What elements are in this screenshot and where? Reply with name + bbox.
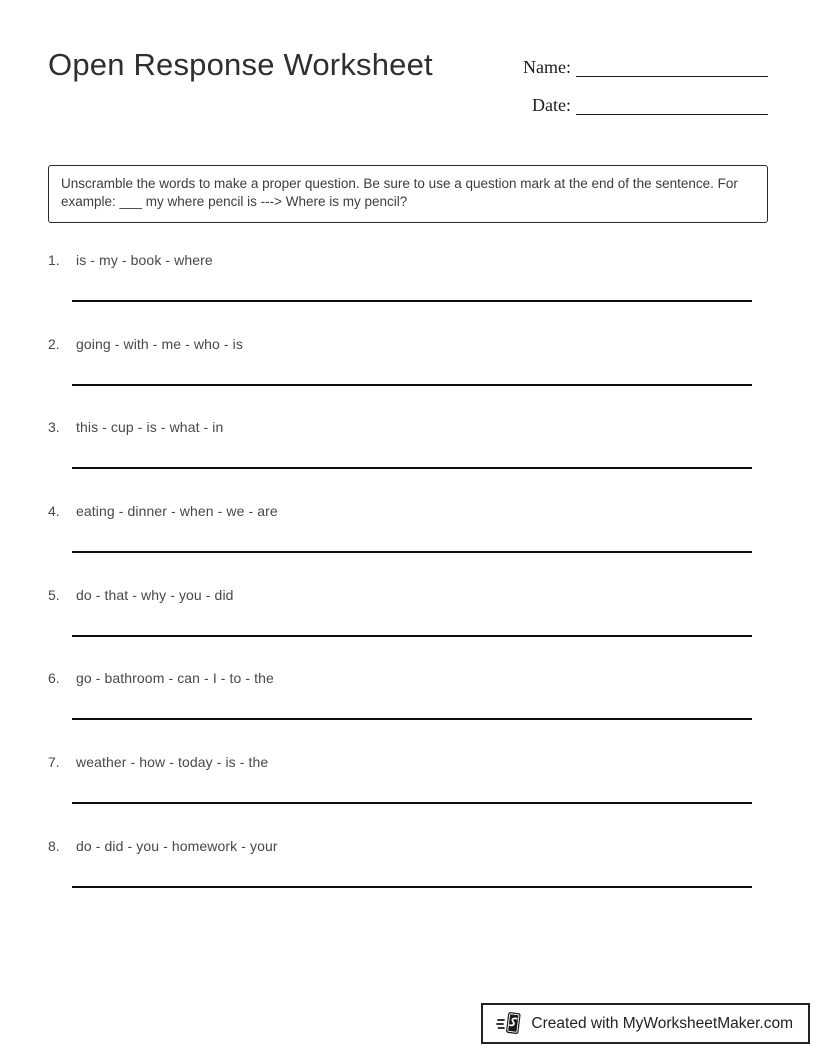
answer-line[interactable] <box>72 551 752 553</box>
item-number: 6. <box>48 670 60 687</box>
worksheet-item-8 <box>48 838 768 922</box>
item-number: 7. <box>48 754 60 771</box>
item-prompt: weather - how - today - is - the <box>76 754 269 771</box>
item-number: 3. <box>48 419 60 436</box>
item-prompt: eating - dinner - when - we - are <box>76 503 278 520</box>
worksheet-item-5 <box>48 587 768 671</box>
answer-line[interactable] <box>72 802 752 804</box>
name-label: Name: <box>523 57 571 77</box>
credit-text[interactable]: Created with MyWorksheetMaker.com <box>531 1014 793 1032</box>
worksheet-item-1 <box>48 252 768 336</box>
item-prompt: go - bathroom - can - I - to - the <box>76 670 274 687</box>
item-number: 1. <box>48 252 60 268</box>
worksheet-item-7 <box>48 754 768 838</box>
date-label: Date: <box>532 95 571 115</box>
date-field-row <box>516 87 768 115</box>
item-prompt: do - did - you - homework - your <box>76 837 278 854</box>
instructions-box <box>48 165 768 223</box>
answer-line[interactable] <box>72 635 752 637</box>
answer-line[interactable] <box>72 718 752 720</box>
answer-line[interactable] <box>72 467 752 469</box>
item-number: 5. <box>48 586 60 603</box>
worksheet-item-2 <box>48 336 768 420</box>
item-prompt: do - that - why - you - did <box>76 586 234 603</box>
item-prompt: going - with - me - who - is <box>76 335 243 352</box>
instructions-text: Unscramble the words to make a proper question. Be sure to use a question mark at the end of the sentence. For example: ___ my where pencil is ---> Where is my pencil? <box>61 176 738 210</box>
worksheet-item-6 <box>48 670 768 754</box>
item-prompt: this - cup - is - what - in <box>76 419 224 436</box>
worksheet-maker-logo-icon <box>496 1010 523 1037</box>
item-number: 2. <box>48 335 60 352</box>
credit-box <box>481 1003 810 1044</box>
name-input-line[interactable] <box>576 76 768 77</box>
item-prompt: is - my - book - where <box>76 252 213 268</box>
item-number: 8. <box>48 837 60 854</box>
worksheet-item-4 <box>48 503 768 587</box>
answer-line[interactable] <box>72 886 752 888</box>
page-title: Open Response Worksheet <box>48 47 433 82</box>
worksheet-item-3 <box>48 419 768 503</box>
question-list <box>48 252 768 922</box>
answer-line[interactable] <box>72 300 752 302</box>
date-input-line[interactable] <box>576 114 768 115</box>
header-fields <box>516 49 768 125</box>
answer-line[interactable] <box>72 384 752 386</box>
item-number: 4. <box>48 503 60 520</box>
name-field-row <box>516 49 768 77</box>
